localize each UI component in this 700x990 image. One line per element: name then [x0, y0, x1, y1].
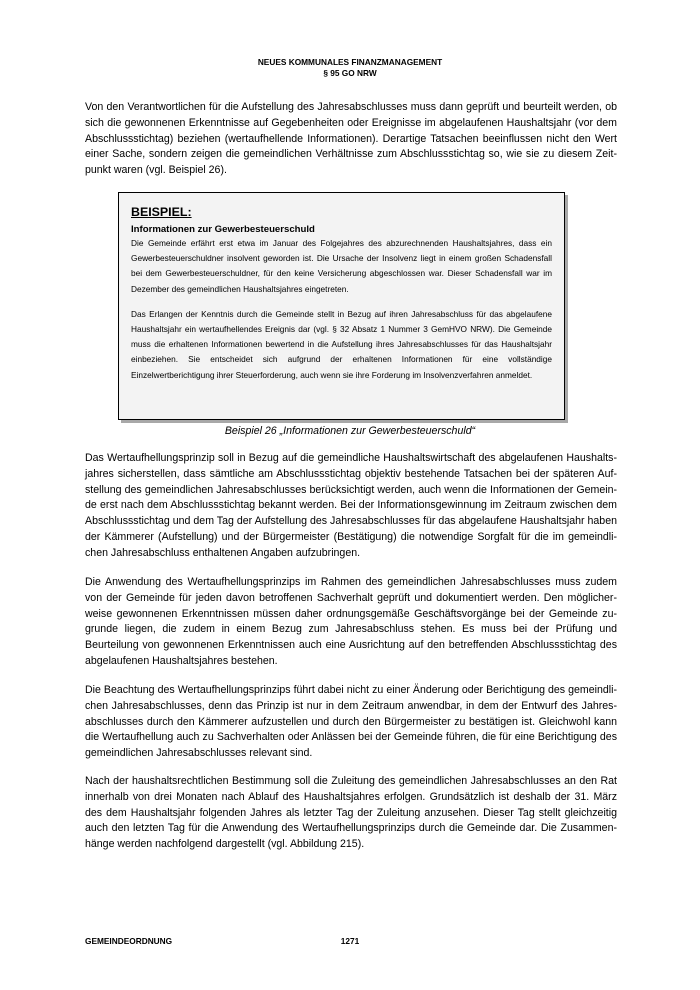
example-heading: BEISPIEL:	[131, 205, 192, 219]
body-paragraph-2: Die Anwendung des Wertaufhellungsprinzips im Rahmen des gemeindlichen Jahresabschlusses muss zudem von der Gemeinde für jeden davon betroffenen Sachverhalt geprüft und dokumentiert werden. Den möglicherweise gewonnenen Erkenntnissen müssen daher ordnungsgemäße Geschäftsvorgänge bei der Gemeinde zugrunde liegen, die zudem in einem Bezug zum Jahresabschluss stehen. Es muss bei der Prüfung und Beurteilung von gewonnenen Erkenntnissen auch eine Ausrichtung auf den betreffenden Abschlussstichtag des abgelaufenen Haushaltsjahres bestehen.	[85, 576, 617, 667]
footer-title: GEMEINDEORDNUNG	[85, 936, 173, 946]
page-number: 1271	[340, 936, 360, 946]
example-subheading: Informationen zur Gewerbesteuerschuld	[131, 224, 315, 235]
body-paragraph-4: Nach der haushaltsrechtlichen Bestimmung soll die Zuleitung des gemeindlichen Jahresabschlusses an den Rat innerhalb von drei Monaten nach Ablauf des Haushaltsjahres erfolgen. Grundsätzlich ist deshalb der 31. März des dem Haushaltsjahr folgenden Jahres als letzter Tag der Zuleitung anzusehen. Dieser Tag stellt gleichzeitig auch den letzten Tag für die Anwendung des Wertaufhellungsprinzips durch die Gemeinde dar. Die Zusammenhänge werden nachfolgend dargestellt (vgl. Abbildung 215).	[85, 775, 617, 851]
example-box	[118, 192, 565, 420]
body-paragraph-1: Das Wertaufhellungsprinzip soll in Bezug auf die gemeindliche Haushaltswirtschaft des abgelaufenen Haushaltsjahres sicherstellen, dass sämtliche am Abschlussstichtag objektiv bestehende Tatsachen bei der späteren Aufstellung des gemeindlichen Jahresabschlusses berücksichtigt werden, auch wenn die Informationen der Gemeinde erst nach dem Abschlussstichtag bekannt werden. Bei der Informationsgewinnung im Zeitraum zwischen dem Abschlussstichtag und dem Tag der Aufstellung des Jahresabschlusses für das abgelaufene Haushaltsjahr haben der Kämmerer (Aufstellung) und der Bürgermeister (Bestätigung) die notwendige Sorgfalt für die im gemeindlichen Jahresabschluss enthaltenen Angaben aufzubringen.	[85, 452, 617, 559]
header-section: § 95 GO NRW	[323, 68, 377, 78]
example-paragraph-2: Das Erlangen der Kenntnis durch die Gemeinde stellt in Bezug auf ihren Jahresabschluss für das abgelaufene Haushaltsjahr ein wertaufhellendes Ereignis dar (vgl. § 32 Absatz 1 Nummer 3 GemHVO NRW). Die Gemeinde muss die erhaltenen Informationen bewertend in die Aufstellung ihres Jahresabschlusses für das Haushaltsjahr einbeziehen. Sie entscheidet sich aufgrund der erhaltenen Informationen für eine vollständige Einzelwertberichtigung ihrer Steuerforderung, auch wenn sie ihre Forderung im Insolvenzverfahren anmeldet.	[131, 308, 552, 380]
example-paragraph-1: Die Gemeinde erfährt erst etwa im Januar des Folgejahres des abzurechnenden Haushaltsjahres, dass ein Gewerbesteuerschuldner insolvent geworden ist. Die Ursache der Insolvenz liegt in einem großen Schadensfall bei dem Gewerbesteuerschuldner, für den keine Versicherung abgeschlossen war. Dieser Schadensfall war im Dezember des gemeindlichen Haushaltsjahres eingetreten.	[131, 238, 552, 294]
header-title: NEUES KOMMUNALES FINANZMANAGEMENT	[257, 57, 443, 67]
body-paragraph-3: Die Beachtung des Wertaufhellungsprinzips führt dabei nicht zu einer Änderung oder Berichtigung des gemeindlichen Jahresabschlusses, denn das Prinzip ist nur in dem Zeitraum anwendbar, in dem der Entwurf des Jahresabschlusses durch den Kämmerer aufzustellen und durch den Bürgermeister zu bestätigen ist. Gleichwohl kann die Wertaufhellung auch zu Sachverhalten oder Anlässen bei der Gemeinde führen, die für eine Berichtigung des gemeindlichen Jahresabschlusses relevant sind.	[85, 684, 617, 760]
intro-paragraph: Von den Verantwortlichen für die Aufstellung des Jahresabschlusses muss dann geprüft und beurteilt werden, ob sich die gewonnenen Erkenntnisse auf Gegebenheiten oder Ereignisse im abgelaufenen Haushaltsjahr (vor dem Abschlussstichtag) beziehen (wertaufhellende Informationen). Derartige Tatsachen beeinflussen nicht den Wert einer Sache, sondern zeigen die gemeindlichen Verhältnisse zum Abschlussstichtag so, wie sie zu diesem Zeitpunkt waren (vgl. Beispiel 26).	[85, 101, 617, 177]
page-header	[0, 57, 700, 79]
example-caption: Beispiel 26 „Informationen zur Gewerbesteuerschuld“	[224, 425, 476, 437]
